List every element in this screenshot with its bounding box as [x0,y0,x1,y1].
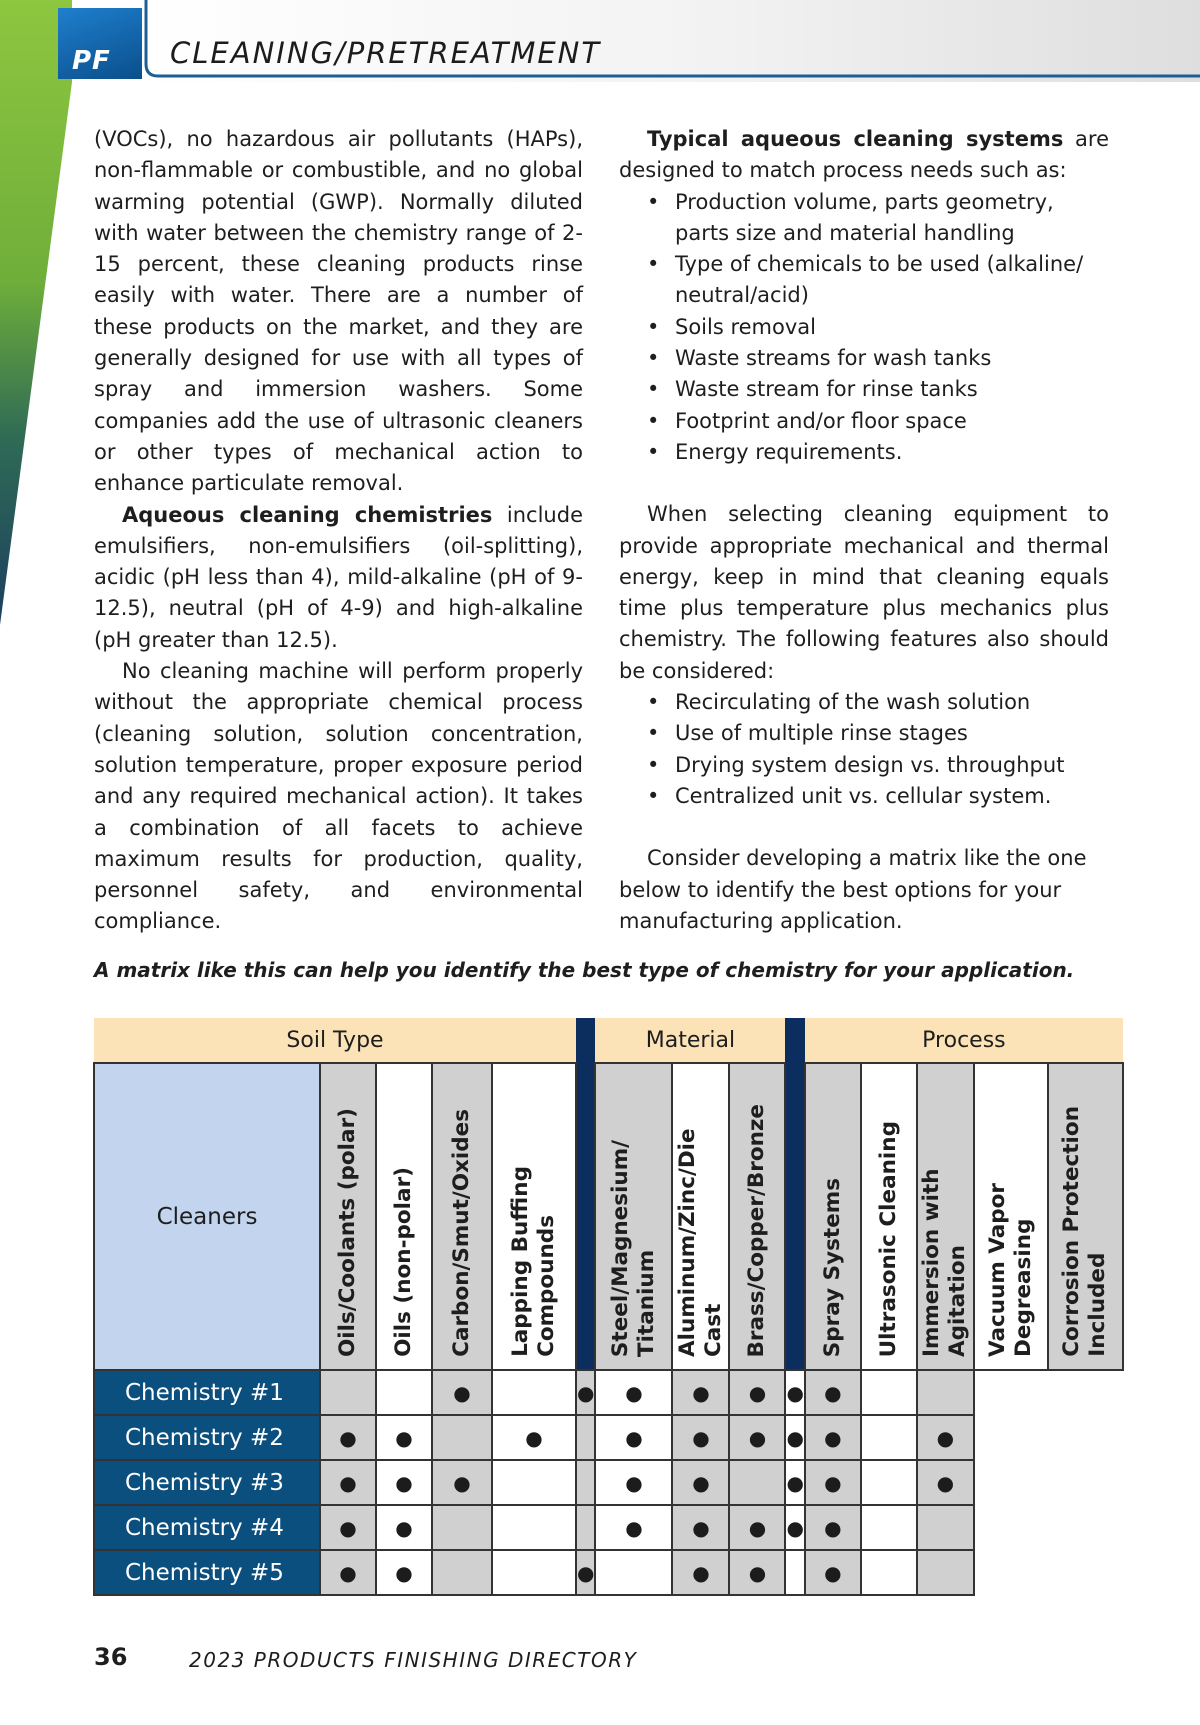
matrix-cell-dot: ● [320,1505,376,1550]
matrix-cell-dot: ● [917,1415,974,1460]
column-header [917,1063,974,1370]
page-number: 36 [94,1643,128,1671]
group-header-row [94,1018,1123,1063]
matrix-cell-dot: ● [672,1415,729,1460]
matrix-cell [595,1550,672,1595]
paragraph: When selecting cleaning equipment to provide appropriate mechanical and thermal energy, keep in mind that cleaning equals time plus temperature plus mechanics plus chemistry. The following features also should be considered: [619,502,1109,683]
matrix-cell-dot: ● [376,1415,432,1460]
matrix-cell-dot: ● [785,1505,804,1550]
matrix-cell-dot: ● [595,1460,672,1505]
matrix-cell-dot: ● [376,1505,432,1550]
column-header [320,1063,376,1370]
matrix-cell-dot: ● [805,1370,861,1415]
column-header-label: Brass/Copper/Bronze [744,1103,770,1357]
row-label: Chemistry #2 [94,1415,320,1460]
matrix-cell-dot: ● [376,1550,432,1595]
matrix-cell-dot: ● [805,1415,861,1460]
paragraph: (VOCs), no hazardous air pollutants (HAPs), non-flammable or combustible, and no global warming potential (GWP). Normally diluted with water between the chemistry range of 2-15 percent, these cleaning products rinse easily with water. There are a number of these products on the market, and they are generally designed for use with all types of spray and immersion washers. Some companies add the use of ultrasonic cleaners or other types of mechanical action to enhance particulate removal. [94,127,583,496]
matrix-cell-dot: ● [729,1370,785,1415]
list-item: • Type of chemicals to be used (alkaline/ neutral/acid) [675,249,1109,312]
column-header-label: Immersion with Agitation [919,1168,971,1357]
features-list [619,687,1109,812]
column-separator [576,1018,595,1370]
matrix-cell [861,1415,917,1460]
process-needs-list [619,187,1109,469]
publication-title: 2023 PRODUCTS FINISHING DIRECTORY [189,1648,638,1672]
paragraph [94,500,583,656]
column-header-label: Steel/Magnesium/ Titanium [607,1139,659,1357]
matrix-cell [376,1370,432,1415]
cleaners-header: Cleaners [94,1063,320,1370]
paragraph-text: are designed to match process needs such as: [619,127,1109,183]
list-item: • Soils removal [675,312,1109,343]
list-item: • Waste stream for rinse tanks [675,374,1109,405]
list-item: • Use of multiple rinse stages [675,718,1109,749]
matrix-caption: A matrix like this can help you identify the best type of chemistry for your application. [94,958,1075,982]
paragraph: No cleaning machine will perform properly without the appropriate chemical process (cleaning solution, solution concentration, solution temperature, proper exposure period and any required mechanical action). It takes a combination of all facets to achieve maximum results for production, quality, personnel safety, and environmental compliance. [94,659,583,934]
column-header-label: Oils (non-polar) [391,1167,416,1357]
pf-logo-text: PF [72,46,111,76]
column-header [805,1063,861,1370]
column-header [974,1063,1048,1370]
matrix-cell [320,1370,376,1415]
column-header-label: Carbon/Smut/Oxides [449,1109,474,1357]
matrix-cell [432,1505,492,1550]
list-item: • Centralized unit vs. cellular system. [675,781,1109,812]
matrix-cell-dot: ● [729,1505,785,1550]
row-label: Chemistry #4 [94,1505,320,1550]
section-title: CLEANING/PRETREATMENT [170,36,602,70]
matrix-cell-dot: ● [785,1370,804,1415]
matrix-cell-dot: ● [320,1415,376,1460]
matrix-cell-dot: ● [785,1415,804,1460]
column-header-row [94,1063,1123,1370]
matrix-cell [785,1550,804,1595]
matrix-cell-dot: ● [595,1505,672,1550]
column-header-label: Vacuum Vapor Degreasing [984,1183,1036,1357]
matrix-cell-dot: ● [432,1370,492,1415]
matrix-cell [492,1460,576,1505]
matrix-cell-dot: ● [595,1370,672,1415]
matrix-cell [861,1370,917,1415]
table-row [94,1505,1123,1550]
matrix-cell [861,1550,917,1595]
list-item: • Recirculating of the wash solution [675,687,1109,718]
matrix-cell [432,1550,492,1595]
column-header-label: Aluminum/Zinc/Die Cast [674,1128,726,1357]
matrix-cell [861,1505,917,1550]
matrix-cell-dot: ● [729,1550,785,1595]
matrix-cell [492,1550,576,1595]
matrix-cell [729,1460,785,1505]
row-label: Chemistry #5 [94,1550,320,1595]
matrix-cell-dot: ● [376,1460,432,1505]
matrix-cell-dot: ● [432,1460,492,1505]
matrix-cell [432,1415,492,1460]
group-header-material: Material [595,1018,785,1063]
column-header-label: Lapping Buffing Compounds [508,1166,559,1357]
matrix-cell-dot: ● [672,1550,729,1595]
column-header-label: Oils/Coolants (polar) [335,1107,360,1357]
matrix-cell-dot: ● [320,1550,376,1595]
matrix-cell [576,1415,595,1460]
column-header [1048,1063,1123,1370]
matrix-cell [917,1370,974,1415]
right-text-column [619,124,1109,937]
matrix-cell [492,1505,576,1550]
list-item: • Drying system design vs. throughput [675,750,1109,781]
matrix-cell-dot: ● [576,1370,595,1415]
matrix-cell [861,1460,917,1505]
list-item: • Waste streams for wash tanks [675,343,1109,374]
matrix-cell [917,1550,974,1595]
bold-lead: Aqueous cleaning chemistries [122,502,493,527]
left-text-column [94,124,583,938]
matrix-cell-dot: ● [595,1415,672,1460]
column-separator [785,1018,804,1370]
table-row [94,1370,1123,1415]
paragraph-text: include emulsifiers, non-emulsifiers (oil-splitting), acidic (pH less than 4), mild-alkaline (pH of 9-12.5), neutral (pH of 4-9) and high-alkaline (pH greater than 12.5). [94,502,583,652]
matrix-cell-dot: ● [320,1460,376,1505]
matrix-cell [576,1460,595,1505]
table-row [94,1415,1123,1460]
row-label: Chemistry #3 [94,1460,320,1505]
matrix-cell-dot: ● [672,1370,729,1415]
paragraph: Consider developing a matrix like the one below to identify the best options for your manufacturing application. [619,846,1087,933]
pf-logo [58,8,142,79]
matrix-cell-dot: ● [576,1550,595,1595]
list-item: • Footprint and/or floor space [675,406,1109,437]
matrix-cell-dot: ● [729,1415,785,1460]
matrix-cell-dot: ● [785,1460,804,1505]
table-row [94,1460,1123,1505]
row-label: Chemistry #1 [94,1370,320,1415]
matrix-cell-dot: ● [805,1460,861,1505]
table-row [94,1550,1123,1595]
list-item: • Energy requirements. [675,437,1109,468]
group-header-soil: Soil Type [94,1018,576,1063]
column-header-label: Corrosion Protection Included [1059,1106,1111,1357]
column-header [861,1063,917,1370]
matrix-cell [917,1505,974,1550]
matrix-cell [576,1505,595,1550]
column-header-label: Ultrasonic Cleaning [875,1120,901,1357]
column-header-label: Spray Systems [819,1177,845,1357]
matrix-cell-dot: ● [917,1460,974,1505]
column-header [432,1063,492,1370]
matrix-cell-dot: ● [805,1550,861,1595]
bold-lead: Typical aqueous cleaning systems [647,127,1064,151]
matrix-cell-dot: ● [672,1460,729,1505]
column-header [729,1063,785,1370]
column-header [672,1063,729,1370]
matrix-cell-dot: ● [672,1505,729,1550]
matrix-cell-dot: ● [492,1415,576,1460]
column-header [492,1063,576,1370]
list-item: • Production volume, parts geometry, parts size and material handling [675,187,1109,250]
matrix-cell-dot: ● [805,1505,861,1550]
chemistry-matrix-table [93,1018,1124,1596]
paragraph [619,124,1109,187]
group-header-process: Process [805,1018,1123,1063]
column-header [595,1063,672,1370]
column-header [376,1063,432,1370]
matrix-cell [492,1370,576,1415]
